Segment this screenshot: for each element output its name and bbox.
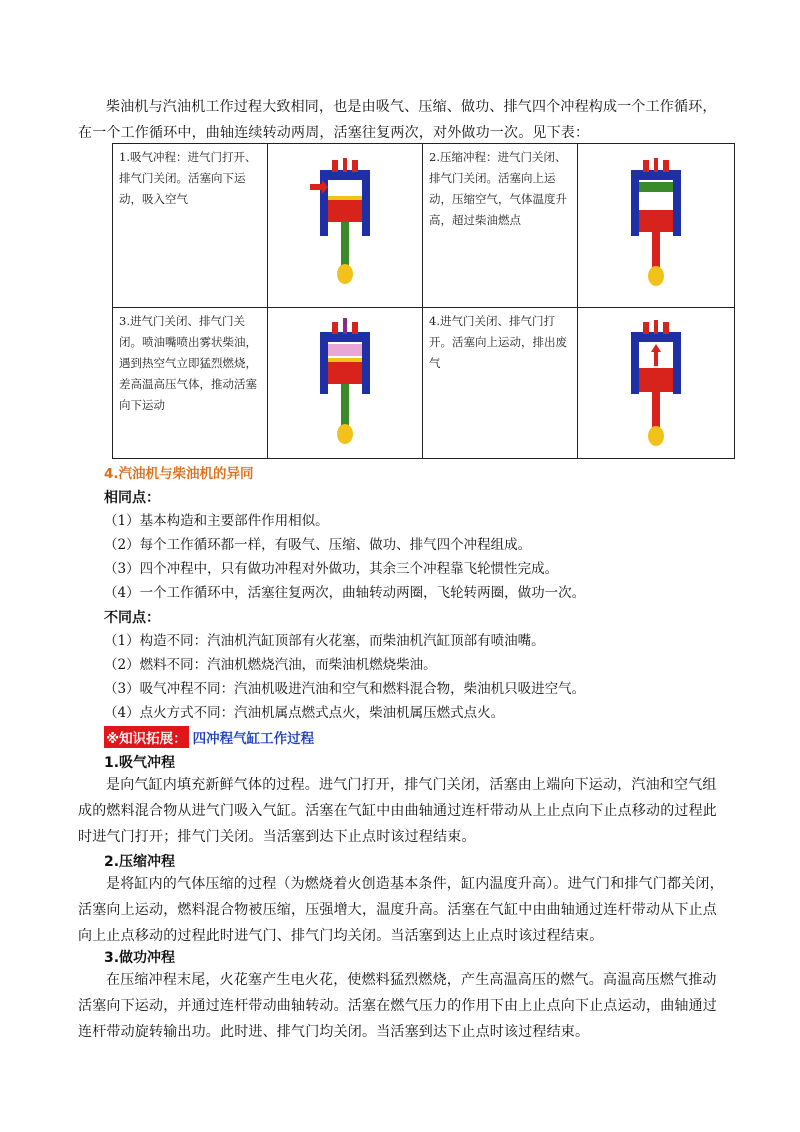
same-point-item: （4）一个工作循环中，活塞往复两次，曲轴转动两圈，飞轮转两圈，做功一次。 xyxy=(104,585,586,601)
knowledge-extension-banner xyxy=(104,727,314,747)
diff-point-item: （2）燃料不同：汽油机燃烧汽油，而柴油机燃烧柴油。 xyxy=(104,657,437,673)
table-cell-exhaust-image xyxy=(578,308,735,459)
table-cell-compression-image xyxy=(578,144,735,308)
table-cell-exhaust-text xyxy=(423,308,578,459)
compression-stroke-description: 2.压缩冲程：进气门关闭、排气门关闭。活塞向上运动，压缩空气，气体温度升高，超过柴油燃点 xyxy=(429,150,567,227)
intro-paragraph: 柴油机与汽油机工作过程大致相同，也是由吸气、压缩、做功、排气四个冲程构成一个工作循环，在一个工作循环中，曲轴连续转动两周，活塞往复两次，对外做功一次。见下表： xyxy=(78,99,717,141)
same-points-heading: 相同点： xyxy=(104,490,160,506)
same-point-item: （2）每个工作循环都一样，有吸气、压缩、做功、排气四个冲程组成。 xyxy=(104,537,532,553)
diff-point-item: （3）吸气冲程不同：汽油机吸进汽油和空气和燃料混合物，柴油机只吸进空气。 xyxy=(104,681,586,697)
stroke-text-power: 在压缩冲程末尾，火花塞产生电火花，使燃料猛烈燃烧，产生高温高压的燃气。高温高压燃气推动活塞向下运动，并通过连杆带动曲轴转动。活塞在燃气压力的作用下由上止点向下止点运动，曲轴通过连杆带动旋转输出功。此时进、排气门均关闭。当活塞到达下止点时该过程结束。 xyxy=(78,972,717,1040)
engine-power-illustration xyxy=(310,318,380,448)
diff-point-item: （4）点火方式不同：汽油机属点燃式点火，柴油机属压燃式点火。 xyxy=(104,705,505,721)
stroke-text-intake: 是向气缸内填充新鲜气体的过程。进气门打开，排气门关闭，活塞由上端向下运动，汽油和空气组成的燃料混合物从进气门吸入气缸。活塞在气缸中由曲轴通过连杆带动从上止点向下止点移动的过程此时进气门打开；排气门关闭。当活塞到达下止点时该过程结束。 xyxy=(78,777,717,845)
extension-badge: ※知识拓展： xyxy=(104,726,189,748)
table-cell-power-text xyxy=(113,308,268,459)
engine-compression-illustration xyxy=(621,156,691,296)
engine-intake-illustration xyxy=(310,156,380,296)
exhaust-stroke-description: 4.进气门关闭、排气门打开。活塞向上运动，排出废气 xyxy=(429,314,567,370)
stroke-title-compression: 2.压缩冲程 xyxy=(104,854,176,870)
diff-points-heading: 不同点： xyxy=(104,610,160,626)
diff-point-item: （1）构造不同：汽油机汽缸顶部有火花塞，而柴油机汽缸顶部有喷油嘴。 xyxy=(104,633,545,649)
table-cell-intake-text xyxy=(113,144,268,308)
intake-stroke-description: 1.吸气冲程：进气门打开、排气门关闭。活塞向下运动，吸入空气 xyxy=(119,150,257,206)
extension-title: 四冲程气缸工作过程 xyxy=(192,731,315,747)
stroke-title-intake: 1.吸气冲程 xyxy=(104,755,176,771)
power-stroke-description: 3.进气门关闭、排气门关闭。喷油嘴喷出雾状柴油，遇到热空气立即猛烈燃烧，差高温高压气体，推动活塞向下运动 xyxy=(119,314,257,412)
stroke-text-compression: 是将缸内的气体压缩的过程（为燃烧着火创造基本条件，缸内温度升高）。进气门和排气门都关闭，活塞向上运动，燃料混合物被压缩，压强增大，温度升高。活塞在气缸中由曲轴通过连杆带动从下止点向上止点移动的过程此时进气门、排气门均关闭。当活塞到达上止点时该过程结束。 xyxy=(78,876,724,944)
table-cell-intake-image xyxy=(268,144,423,308)
stroke-title-power: 3.做功冲程 xyxy=(104,950,176,966)
same-point-item: （1）基本构造和主要部件作用相似。 xyxy=(104,513,329,529)
section-heading-comparison: 4.汽油机与柴油机的异同 xyxy=(104,466,254,482)
same-point-item: （3）四个冲程中，只有做功冲程对外做功，其余三个冲程靠飞轮惯性完成。 xyxy=(104,561,559,577)
diesel-stroke-table xyxy=(112,143,735,459)
engine-exhaust-illustration xyxy=(621,318,691,448)
table-cell-compression-text xyxy=(423,144,578,308)
table-cell-power-image xyxy=(268,308,423,459)
